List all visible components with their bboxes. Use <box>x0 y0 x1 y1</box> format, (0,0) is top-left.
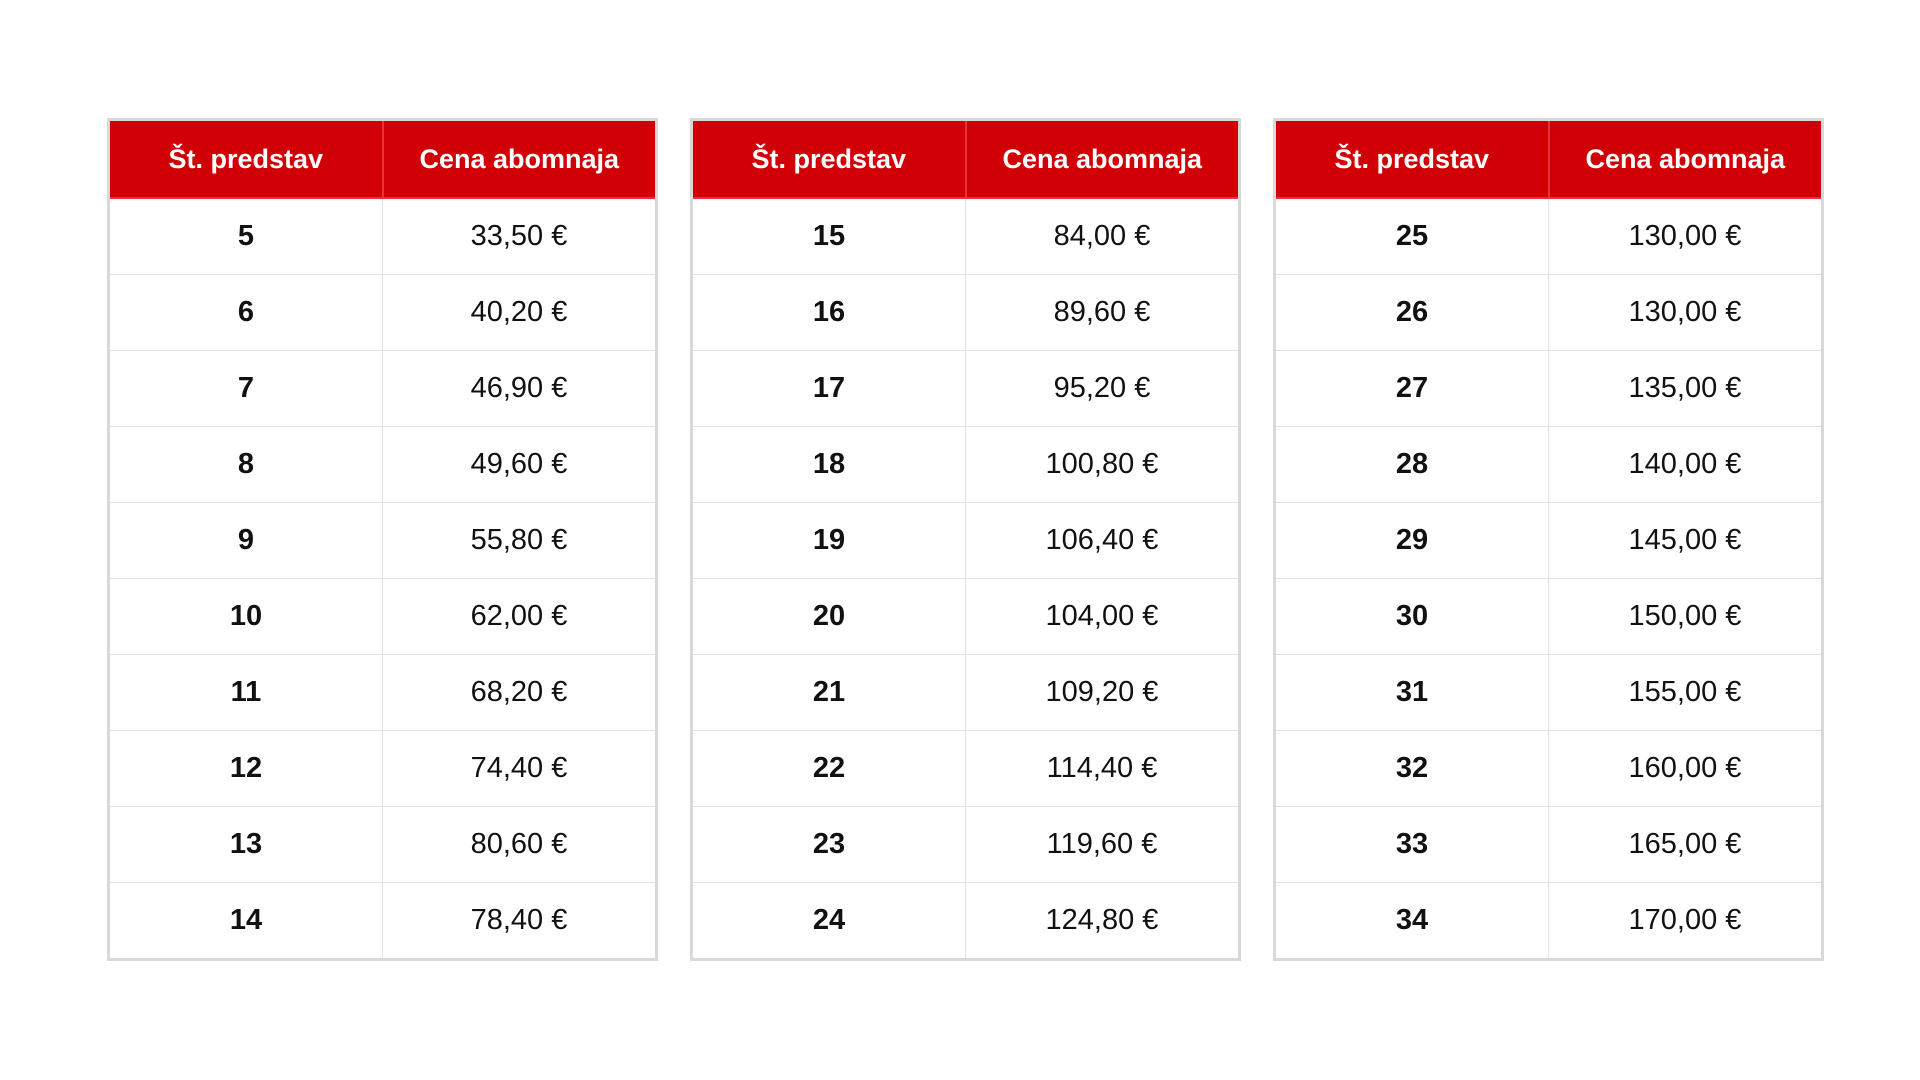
price-tables <box>107 118 1824 961</box>
table-row <box>692 579 1240 655</box>
cell-count: 17 <box>692 351 966 427</box>
cell-price: 104,00 € <box>966 579 1240 655</box>
table-row <box>109 579 657 655</box>
cell-price: 140,00 € <box>1549 427 1823 503</box>
cell-price: 119,60 € <box>966 807 1240 883</box>
cell-price: 78,40 € <box>383 883 657 960</box>
cell-price: 114,40 € <box>966 731 1240 807</box>
table-row <box>692 198 1240 275</box>
cell-count: 27 <box>1275 351 1549 427</box>
table-row <box>692 731 1240 807</box>
table-row <box>1275 275 1823 351</box>
cell-price: 165,00 € <box>1549 807 1823 883</box>
cell-count: 9 <box>109 503 383 579</box>
cell-price: 33,50 € <box>383 198 657 275</box>
cell-count: 31 <box>1275 655 1549 731</box>
table-row <box>109 275 657 351</box>
cell-count: 18 <box>692 427 966 503</box>
cell-price: 124,80 € <box>966 883 1240 960</box>
cell-count: 5 <box>237 220 255 252</box>
cell-price: 130,00 € <box>1549 275 1823 351</box>
table-row <box>692 807 1240 883</box>
table-header-row <box>1275 120 1823 199</box>
table-row <box>692 427 1240 503</box>
cell-count: 19 <box>692 503 966 579</box>
cell-count: 7 <box>109 351 383 427</box>
cell-price: 40,20 € <box>383 275 657 351</box>
table-row <box>109 503 657 579</box>
table-row <box>109 655 657 731</box>
table-row <box>1275 579 1823 655</box>
cell-count: 28 <box>1275 427 1549 503</box>
cell-count: 32 <box>1275 731 1549 807</box>
table-row <box>109 198 657 275</box>
table-row <box>1275 731 1823 807</box>
cell-count: 16 <box>692 275 966 351</box>
cell-count: 6 <box>109 275 383 351</box>
header-price: Cena abomnaja <box>966 120 1240 199</box>
cell-price: 109,20 € <box>966 655 1240 731</box>
table-header-row <box>692 120 1240 199</box>
cell-count: 22 <box>692 731 966 807</box>
price-table-2 <box>690 118 1241 961</box>
cell-price: 95,20 € <box>966 351 1240 427</box>
cell-count: 24 <box>692 883 966 960</box>
cell-price: 49,60 € <box>383 427 657 503</box>
table-row <box>109 807 657 883</box>
table-row <box>109 351 657 427</box>
cell-price: 160,00 € <box>1549 731 1823 807</box>
cell-count: 12 <box>109 731 383 807</box>
table-row <box>1275 807 1823 883</box>
table-row <box>109 883 657 960</box>
table-row <box>109 731 657 807</box>
cell-price: 150,00 € <box>1549 579 1823 655</box>
cell-count: 26 <box>1275 275 1549 351</box>
cell-price: 100,80 € <box>966 427 1240 503</box>
cell-price: 55,80 € <box>383 503 657 579</box>
cell-count: 13 <box>109 807 383 883</box>
table-row <box>692 503 1240 579</box>
cell-price: 84,00 € <box>966 198 1240 275</box>
table-row <box>692 883 1240 960</box>
header-count: Št. predstav <box>692 120 966 199</box>
table-row <box>1275 503 1823 579</box>
table-row <box>1275 883 1823 960</box>
table-header-row <box>109 120 657 199</box>
cell-price: 135,00 € <box>1549 351 1823 427</box>
price-table-1 <box>107 118 658 961</box>
cell-price: 170,00 € <box>1549 883 1823 960</box>
table-row <box>1275 198 1823 275</box>
cell-count: 25 <box>1395 220 1429 252</box>
table-row <box>1275 655 1823 731</box>
cell-price: 80,60 € <box>383 807 657 883</box>
cell-count: 34 <box>1275 883 1549 960</box>
cell-count: 10 <box>109 579 383 655</box>
header-price: Cena abomnaja <box>1549 120 1823 199</box>
cell-price: 106,40 € <box>966 503 1240 579</box>
cell-price: 46,90 € <box>383 351 657 427</box>
header-price: Cena abomnaja <box>383 120 657 199</box>
cell-count: 21 <box>692 655 966 731</box>
cell-price: 145,00 € <box>1549 503 1823 579</box>
cell-count: 20 <box>692 579 966 655</box>
cell-price: 74,40 € <box>383 731 657 807</box>
cell-count: 11 <box>109 655 383 731</box>
cell-count: 14 <box>109 883 383 960</box>
cell-count: 33 <box>1275 807 1549 883</box>
cell-price: 155,00 € <box>1549 655 1823 731</box>
cell-count: 30 <box>1275 579 1549 655</box>
cell-count: 8 <box>109 427 383 503</box>
cell-count: 29 <box>1275 503 1549 579</box>
table-row <box>692 275 1240 351</box>
header-count: Št. predstav <box>1275 120 1549 199</box>
cell-price: 130,00 € <box>1549 198 1823 275</box>
cell-count: 23 <box>692 807 966 883</box>
header-count: Št. predstav <box>109 120 383 199</box>
table-row <box>109 427 657 503</box>
table-row <box>692 351 1240 427</box>
price-table-3 <box>1273 118 1824 961</box>
cell-price: 62,00 € <box>383 579 657 655</box>
table-row <box>692 655 1240 731</box>
cell-count: 15 <box>812 220 846 252</box>
table-row <box>1275 427 1823 503</box>
cell-price: 89,60 € <box>966 275 1240 351</box>
table-row <box>1275 351 1823 427</box>
cell-price: 68,20 € <box>383 655 657 731</box>
